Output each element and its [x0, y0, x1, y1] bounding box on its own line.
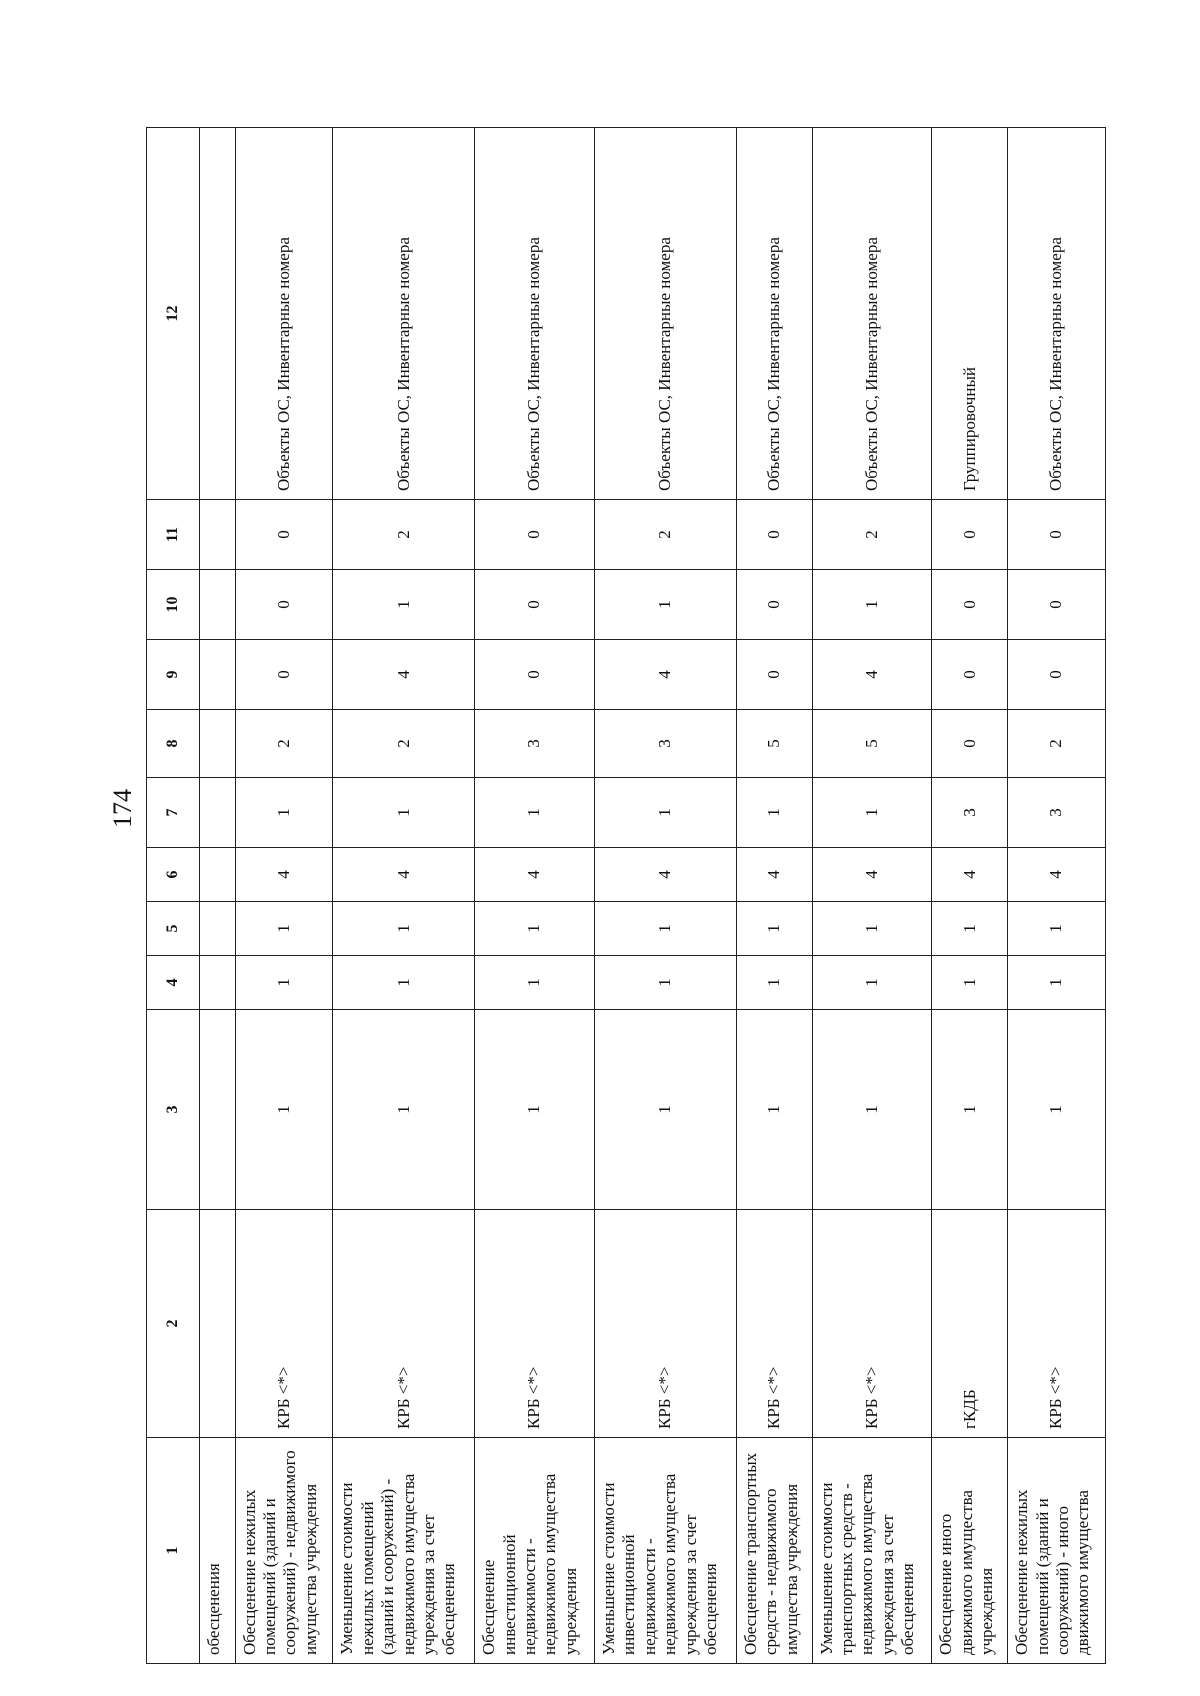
table-row [475, 128, 595, 1664]
cell-c10: 1 [595, 570, 737, 640]
header-row [147, 128, 200, 1664]
header-cell: 10 [147, 570, 200, 640]
cell-c1: Уменьшение стоимости нежилых помещений (зданий и сооружений) - недвижимого имущества учреждения за счет обесценения [333, 1438, 475, 1664]
cell-c10: 0 [1008, 570, 1106, 640]
cell-c5: 1 [235, 902, 333, 956]
cell-c11: 2 [333, 500, 475, 570]
cell-c4: 1 [1008, 956, 1106, 1010]
cell-c6: 4 [475, 848, 595, 902]
cell-c6: 4 [736, 848, 812, 902]
cell-c10: 0 [475, 570, 595, 640]
header-cell: 8 [147, 710, 200, 778]
accounts-table [146, 127, 1106, 1664]
cell-c8: 3 [595, 710, 737, 778]
header-cell: 11 [147, 500, 200, 570]
header-cell: 5 [147, 902, 200, 956]
continuation-row [200, 128, 236, 1664]
cell-c8: 2 [235, 710, 333, 778]
cell-c9: 0 [1008, 640, 1106, 710]
cell-c5: 1 [595, 902, 737, 956]
cell-c12: Объекты ОС, Инвентарные номера [595, 128, 737, 500]
cell-c12: Объекты ОС, Инвентарные номера [235, 128, 333, 500]
header-cell: 6 [147, 848, 200, 902]
cell-c8: 2 [1008, 710, 1106, 778]
cell-c11: 0 [932, 500, 1008, 570]
cell-name: обесценения [200, 1438, 236, 1664]
cell-c6: 4 [333, 848, 475, 902]
cell-c6: 4 [235, 848, 333, 902]
cell-c4: 1 [333, 956, 475, 1010]
cell-c12: Объекты ОС, Инвентарные номера [812, 128, 932, 500]
cell-c2: КРБ <*> [333, 1210, 475, 1438]
table-row [595, 128, 737, 1664]
table-row [812, 128, 932, 1664]
table-row [333, 128, 475, 1664]
cell-c9: 0 [475, 640, 595, 710]
cell-c7: 1 [812, 778, 932, 848]
header-cell: 4 [147, 956, 200, 1010]
cell-c2: гКДБ [932, 1210, 1008, 1438]
cell-c12: Группировочный [932, 128, 1008, 500]
cell-c6: 4 [932, 848, 1008, 902]
cell-c10: 0 [736, 570, 812, 640]
cell-c4: 1 [475, 956, 595, 1010]
cell-c9: 4 [812, 640, 932, 710]
cell-c4: 1 [235, 956, 333, 1010]
cell-c4: 1 [932, 956, 1008, 1010]
cell-c9: 0 [235, 640, 333, 710]
cell-c9: 0 [932, 640, 1008, 710]
cell-c1: Обесценение нежилых помещений (зданий и сооружений) - недвижимого имущества учреждения [235, 1438, 333, 1664]
cell-c5: 1 [736, 902, 812, 956]
cell-c11: 0 [475, 500, 595, 570]
cell-c1: Уменьшение стоимости транспортных средств - недвижимого имущества учреждения за счет обесценения [812, 1438, 932, 1664]
cell-c4: 1 [812, 956, 932, 1010]
cell-c1: Обесценение транспортных средств - недвижимого имущества учреждения [736, 1438, 812, 1664]
cell-c9: 4 [595, 640, 737, 710]
header-cell: 3 [147, 1010, 200, 1210]
rotated-table-sheet [146, 128, 1106, 1664]
cell-c7: 1 [595, 778, 737, 848]
table-body [235, 128, 1105, 1664]
header-cell: 12 [147, 128, 200, 500]
cell-c7: 1 [736, 778, 812, 848]
cell-c11: 0 [736, 500, 812, 570]
cell-c2: КРБ <*> [595, 1210, 737, 1438]
cell-c3: 1 [475, 1010, 595, 1210]
header-cell: 9 [147, 640, 200, 710]
cell-c8: 5 [736, 710, 812, 778]
cell-c9: 0 [736, 640, 812, 710]
cell-c7: 1 [235, 778, 333, 848]
cell-c10: 1 [333, 570, 475, 640]
cell-c7: 1 [475, 778, 595, 848]
cell-c11: 2 [812, 500, 932, 570]
header-cell: 1 [147, 1438, 200, 1664]
cell-c4: 1 [595, 956, 737, 1010]
cell-c8: 0 [932, 710, 1008, 778]
cell-c1: Обесценение иного движимого имущества учреждения [932, 1438, 1008, 1664]
cell-c6: 4 [812, 848, 932, 902]
table-row [736, 128, 812, 1664]
cell-c2: КРБ <*> [812, 1210, 932, 1438]
cell-c2: КРБ <*> [1008, 1210, 1106, 1438]
cell-c6: 4 [595, 848, 737, 902]
cell-c11: 0 [1008, 500, 1106, 570]
cell-c1: Уменьшение стоимости инвестиционной недвижимости - недвижимого имущества учреждения за счет обесценения [595, 1438, 737, 1664]
cell-c5: 1 [812, 902, 932, 956]
table-row [1008, 128, 1106, 1664]
cell-c1: Обесценение инвестиционной недвижимости - недвижимого имущества учреждения [475, 1438, 595, 1664]
cell-c5: 1 [333, 902, 475, 956]
cell-c5: 1 [475, 902, 595, 956]
cell-c1: Обесценение нежилых помещений (зданий и сооружений) - иного движимого имущества [1008, 1438, 1106, 1664]
cell-c3: 1 [235, 1010, 333, 1210]
cell-c3: 1 [812, 1010, 932, 1210]
table-row [932, 128, 1008, 1664]
cell-c6: 4 [1008, 848, 1106, 902]
cell-c8: 5 [812, 710, 932, 778]
cell-c12: Объекты ОС, Инвентарные номера [736, 128, 812, 500]
cell-c11: 2 [595, 500, 737, 570]
cell-c5: 1 [932, 902, 1008, 956]
cell-c8: 2 [333, 710, 475, 778]
cell-c7: 3 [932, 778, 1008, 848]
cell-c10: 0 [235, 570, 333, 640]
cell-c2: КРБ <*> [736, 1210, 812, 1438]
cell-c3: 1 [932, 1010, 1008, 1210]
cell-c4: 1 [736, 956, 812, 1010]
cell-c7: 1 [333, 778, 475, 848]
cell-c3: 1 [333, 1010, 475, 1210]
header-cell: 2 [147, 1210, 200, 1438]
page-number: 174 [108, 789, 137, 828]
cell-c3: 1 [595, 1010, 737, 1210]
cell-c9: 4 [333, 640, 475, 710]
cell-c10: 0 [932, 570, 1008, 640]
cell-c2: КРБ <*> [475, 1210, 595, 1438]
cell-c3: 1 [1008, 1010, 1106, 1210]
cell-c5: 1 [1008, 902, 1106, 956]
table-row [235, 128, 333, 1664]
cell-c3: 1 [736, 1010, 812, 1210]
cell-c2: КРБ <*> [235, 1210, 333, 1438]
cell-c8: 3 [475, 710, 595, 778]
cell-c7: 3 [1008, 778, 1106, 848]
cell-c11: 0 [235, 500, 333, 570]
cell-c12: Объекты ОС, Инвентарные номера [333, 128, 475, 500]
cell-c12: Объекты ОС, Инвентарные номера [1008, 128, 1106, 500]
header-cell: 7 [147, 778, 200, 848]
cell-c12: Объекты ОС, Инвентарные номера [475, 128, 595, 500]
cell-c10: 1 [812, 570, 932, 640]
